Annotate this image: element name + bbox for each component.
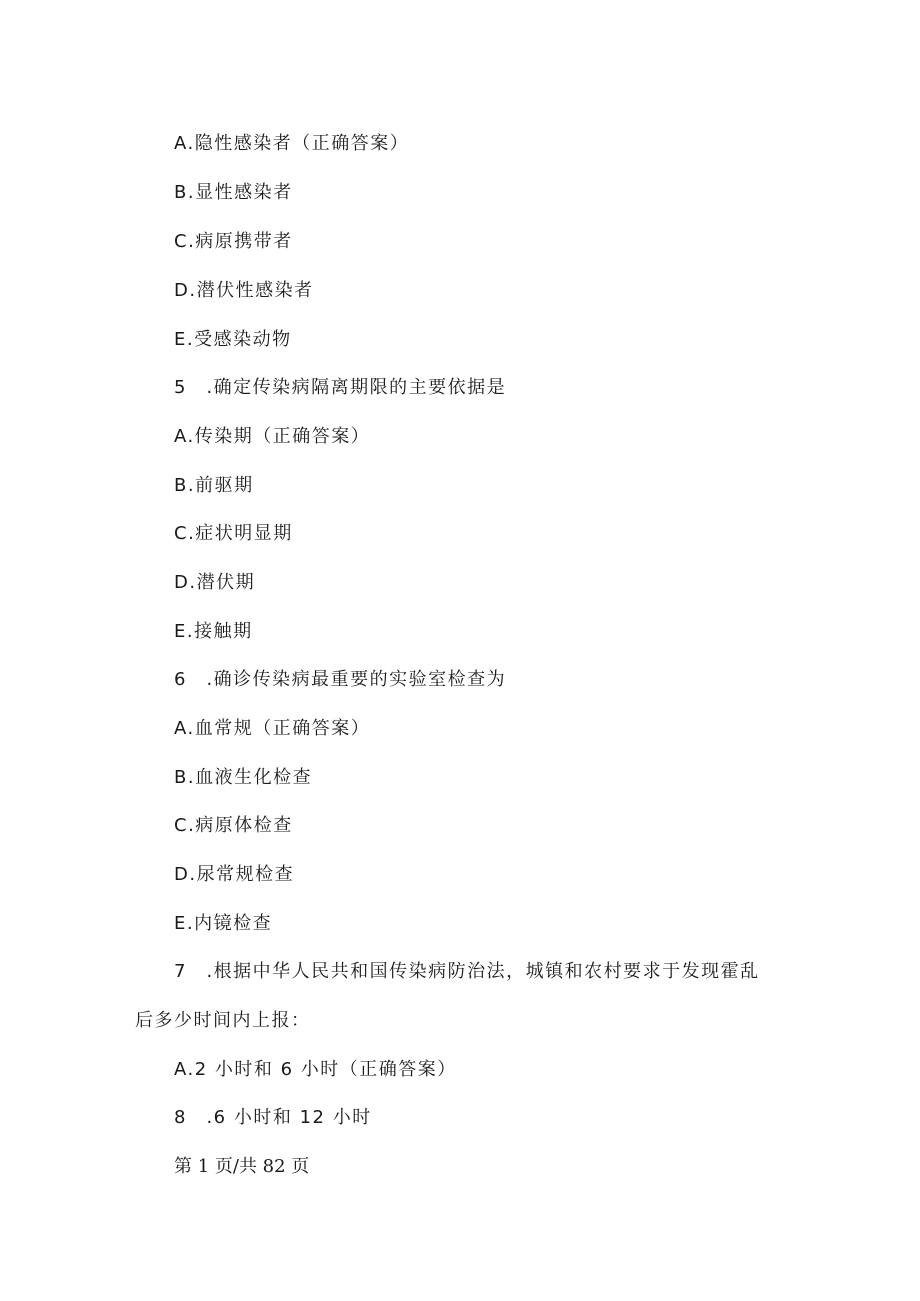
option-d-latent-infection: D.潜伏性感染者 [174,280,314,301]
option-c-symptomatic-period: C.症状明显期 [174,523,293,544]
option-c-pathogen-test: C.病原体检查 [174,815,293,836]
option-a-hidden-infection: A.隐性感染者（正确答案） [174,133,410,154]
page-footer: 第 1 页/共 82 页 [174,1156,310,1177]
question-6: 6 .确诊传染病最重要的实验室检查为 [174,669,507,690]
option-e-contact-period: E.接触期 [174,621,253,642]
option-a-infectious-period: A.传染期（正确答案） [174,426,371,447]
option-e-infected-animal: E.受感染动物 [174,329,292,350]
option-d-urine-routine: D.尿常规检查 [174,864,295,885]
option-a-blood-routine: A.血常规（正确答案） [174,718,371,739]
option-b-prodromal-period: B.前驱期 [174,475,254,496]
option-b-blood-biochemistry: B.血液生化检查 [174,767,313,788]
question-7: 7 .根据中华人民共和国传染病防治法，城镇和农村要求于发现霍乱 [174,961,760,982]
question-5: 5 .确定传染病隔离期限的主要依据是 [174,377,507,398]
option-c-pathogen-carrier: C.病原携带者 [174,231,293,252]
option-e-endoscopy: E.内镜检查 [174,913,273,934]
option-d-incubation-period: D.潜伏期 [174,572,256,593]
option-a-2h-6h: A.2 小时和 6 小时（正确答案） [174,1059,457,1080]
option-b-apparent-infection: B.显性感染者 [174,182,293,203]
question-7-continued: 后多少时间内上报： [135,1010,311,1031]
option-8-6h-12h: 8 .6 小时和 12 小时 [174,1107,372,1128]
